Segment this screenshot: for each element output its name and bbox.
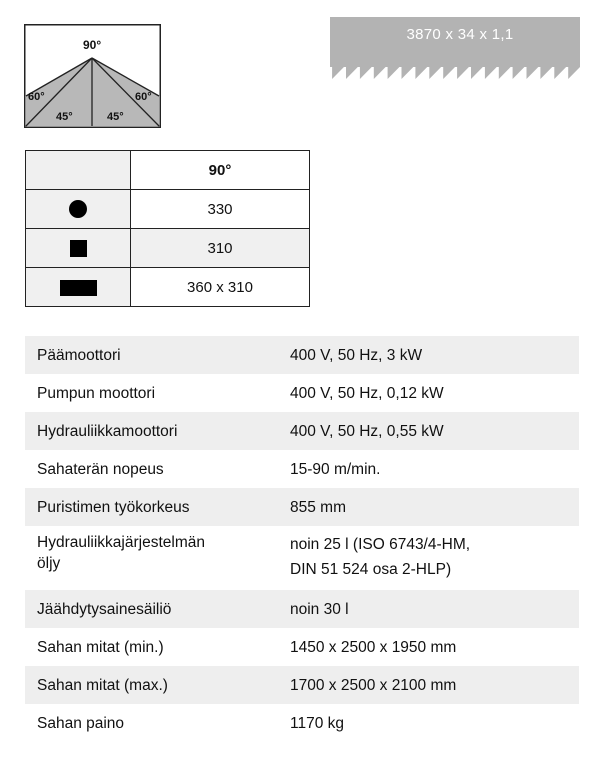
round-bar-icon (69, 200, 87, 218)
spec-value: 1700 x 2500 x 2100 mm (290, 677, 457, 694)
spec-value: 1450 x 2500 x 1950 mm (290, 639, 457, 656)
spec-row (25, 488, 579, 526)
table-cell-empty (26, 151, 131, 190)
spec-label-line: Hydrauliikkajärjestelmän (37, 534, 205, 551)
spec-label: Hydrauliikkamoottori (37, 423, 178, 440)
spec-value: 400 V, 50 Hz, 0,55 kW (290, 423, 444, 440)
spec-value: 1170 kg (290, 715, 345, 732)
cutting-angle-diagram (24, 24, 161, 128)
spec-label (25, 526, 290, 590)
table-header-angle: 90° (131, 151, 310, 190)
spec-row (25, 704, 579, 742)
cutting-capacity-table (25, 150, 310, 307)
spec-label: Puristimen työkorkeus (37, 499, 190, 516)
angle-label-right-outer: 60° (135, 91, 152, 103)
spec-row (25, 450, 579, 488)
spec-label: Sahan mitat (max.) (37, 677, 168, 694)
spec-value: noin 30 l (290, 601, 349, 618)
spec-label-line: öljy (37, 555, 61, 572)
spec-value: 855 mm (290, 499, 346, 516)
table-row (26, 268, 310, 307)
table-row (26, 190, 310, 229)
table-row (26, 229, 310, 268)
rectangular-bar-icon (60, 280, 97, 296)
spec-value-line: noin 25 l (ISO 6743/4-HM, (290, 536, 471, 553)
spec-label: Pumpun moottori (37, 385, 156, 402)
spec-value (290, 526, 579, 590)
spec-value: 400 V, 50 Hz, 0,12 kW (290, 385, 444, 402)
blade-dimensions: 3870 x 34 x 1,1 (406, 26, 514, 43)
table-cell-value: 360 x 310 (131, 268, 310, 307)
spec-row (25, 590, 579, 628)
spec-label: Sahan paino (37, 715, 125, 732)
angle-label-top: 90° (83, 38, 102, 52)
spec-label: Jäähdytysainesäiliö (37, 601, 172, 618)
table-cell-value: 310 (131, 229, 310, 268)
spec-row (25, 666, 579, 704)
spec-row (25, 374, 579, 412)
spec-row (25, 336, 579, 374)
spec-value: 400 V, 50 Hz, 3 kW (290, 347, 423, 364)
spec-label: Sahaterän nopeus (37, 461, 164, 478)
spec-row (25, 526, 579, 590)
angle-label-left-outer: 60° (28, 91, 45, 103)
table-cell-value: 330 (131, 190, 310, 229)
spec-row (25, 412, 579, 450)
spec-value-line: DIN 51 524 osa 2-HLP) (290, 561, 452, 578)
spec-label: Sahan mitat (min.) (37, 639, 164, 656)
spec-value: 15-90 m/min. (290, 461, 381, 478)
spec-label: Päämoottori (37, 347, 121, 364)
spec-row (25, 628, 579, 666)
specifications-table (25, 336, 579, 742)
square-bar-icon (70, 240, 87, 257)
table-row (26, 151, 310, 190)
angle-label-right-inner: 45° (107, 111, 124, 123)
angle-label-left-inner: 45° (56, 111, 73, 123)
